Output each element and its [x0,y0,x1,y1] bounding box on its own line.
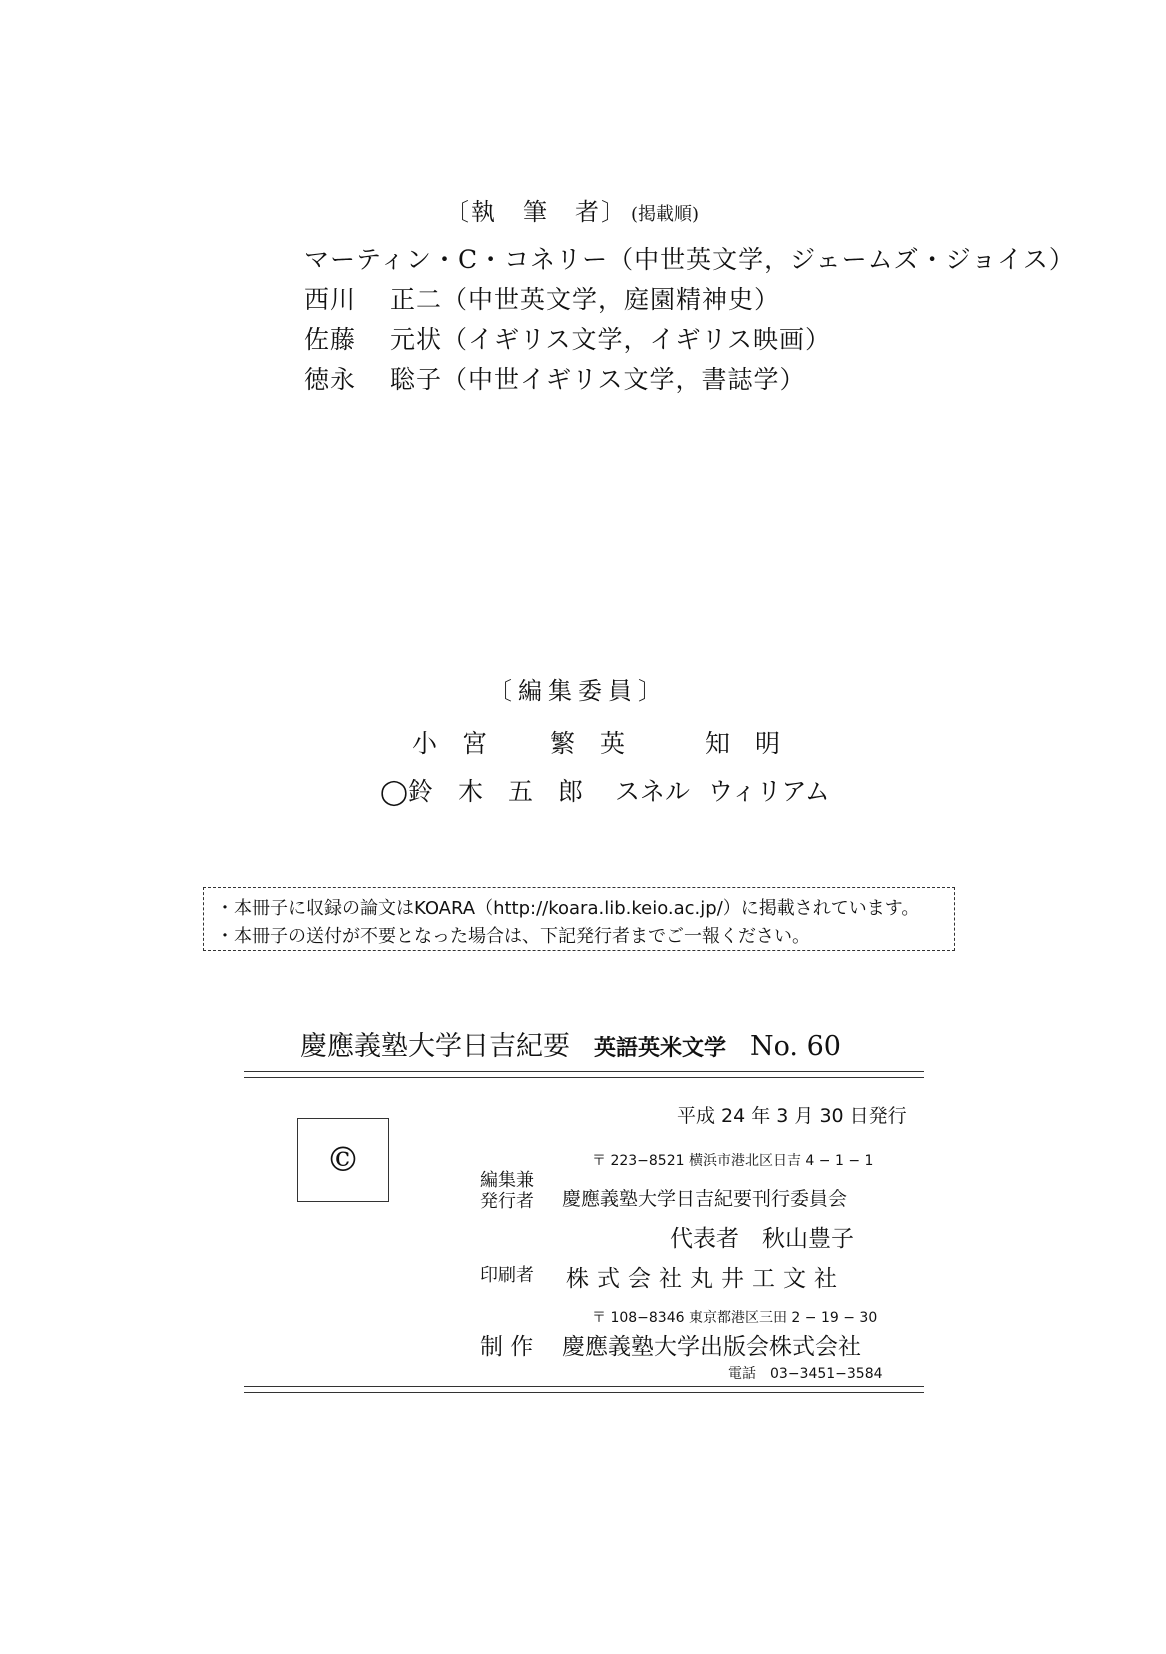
phone: 電話 03−3451−3584 [728,1366,883,1382]
rule-bottom-1 [244,1386,924,1387]
printer-label: 印刷者 [480,1265,534,1286]
publisher-label-line1: 編集兼 [480,1170,534,1191]
journal-title [300,1024,841,1063]
journal-number: No. 60 [750,1031,841,1062]
author-family-name: 佐藤 [304,325,357,354]
copyright-box [297,1118,389,1202]
author-name: マーティン・C・コネリー [304,245,609,274]
producer-name: 慶應義塾大学出版会株式会社 [562,1334,861,1360]
editor-name: 繁 英 [550,729,626,758]
rule-bottom-2 [244,1392,924,1393]
publisher-label-line2: 発行者 [480,1191,534,1212]
author-item [304,360,806,396]
author-given-name: 正二 [390,285,443,314]
author-field: （中世英文学，庭園精神史） [442,285,781,314]
notice-unsubscribe: ・本冊子の送付が不要となった場合は、下記発行者までご一報ください。 [216,926,810,947]
producer-label: 制 作 [480,1334,534,1360]
author-given-name: 聡子 [390,365,443,394]
notice-koara: ・本冊子に収録の論文はKOARA（http://koara.lib.keio.ac.jp/）に掲載されています。 [216,898,920,919]
author-given-name: 元状 [390,325,443,354]
authors-heading [445,192,699,227]
editor-name: 小 宮 [412,729,488,758]
editor-name: ウィリアム [708,777,830,806]
author-family-name: 徳永 [304,365,357,394]
editor-name: 知 明 [705,729,781,758]
author-field: （中世イギリス文学，書誌学） [442,365,806,394]
publisher-address: 〒 223−8521 横浜市港北区日吉 4 − 1 − 1 [592,1153,874,1169]
printer-name: 株式会社丸井工文社 [566,1266,845,1292]
author-family-name: 西川 [304,285,357,314]
journal-series: 英語英米文学 [594,1036,727,1061]
producer-address: 〒 108−8346 東京都港区三田 2 − 19 − 30 [592,1310,878,1326]
journal-name: 慶應義塾大学日吉紀要 [300,1031,570,1062]
author-item [304,280,780,316]
rule-top-2 [244,1077,924,1078]
editor-name-chair: ◯鈴 木 五 郎 [380,777,583,806]
issue-date: 平成 24 年 3 月 30 日発行 [677,1105,907,1127]
editor-name: スネル [615,777,691,806]
editors-heading: 〔編集委員〕 [488,677,668,705]
authors-heading-note: (掲載順) [631,204,700,225]
authors-heading-text: 〔執 筆 者〕 [445,198,627,226]
author-item [304,240,1075,276]
publisher-name: 慶應義塾大学日吉紀要刊行委員会 [562,1188,848,1210]
author-field: （中世英文学，ジェームズ・ジョイス） [608,245,1075,274]
author-item [304,320,831,356]
publisher-label [480,1170,534,1212]
representative: 代表者 秋山豊子 [670,1226,854,1252]
rule-top-1 [244,1071,924,1072]
author-field: （イギリス文学，イギリス映画） [442,325,832,354]
copyright-icon: © [326,1140,360,1180]
